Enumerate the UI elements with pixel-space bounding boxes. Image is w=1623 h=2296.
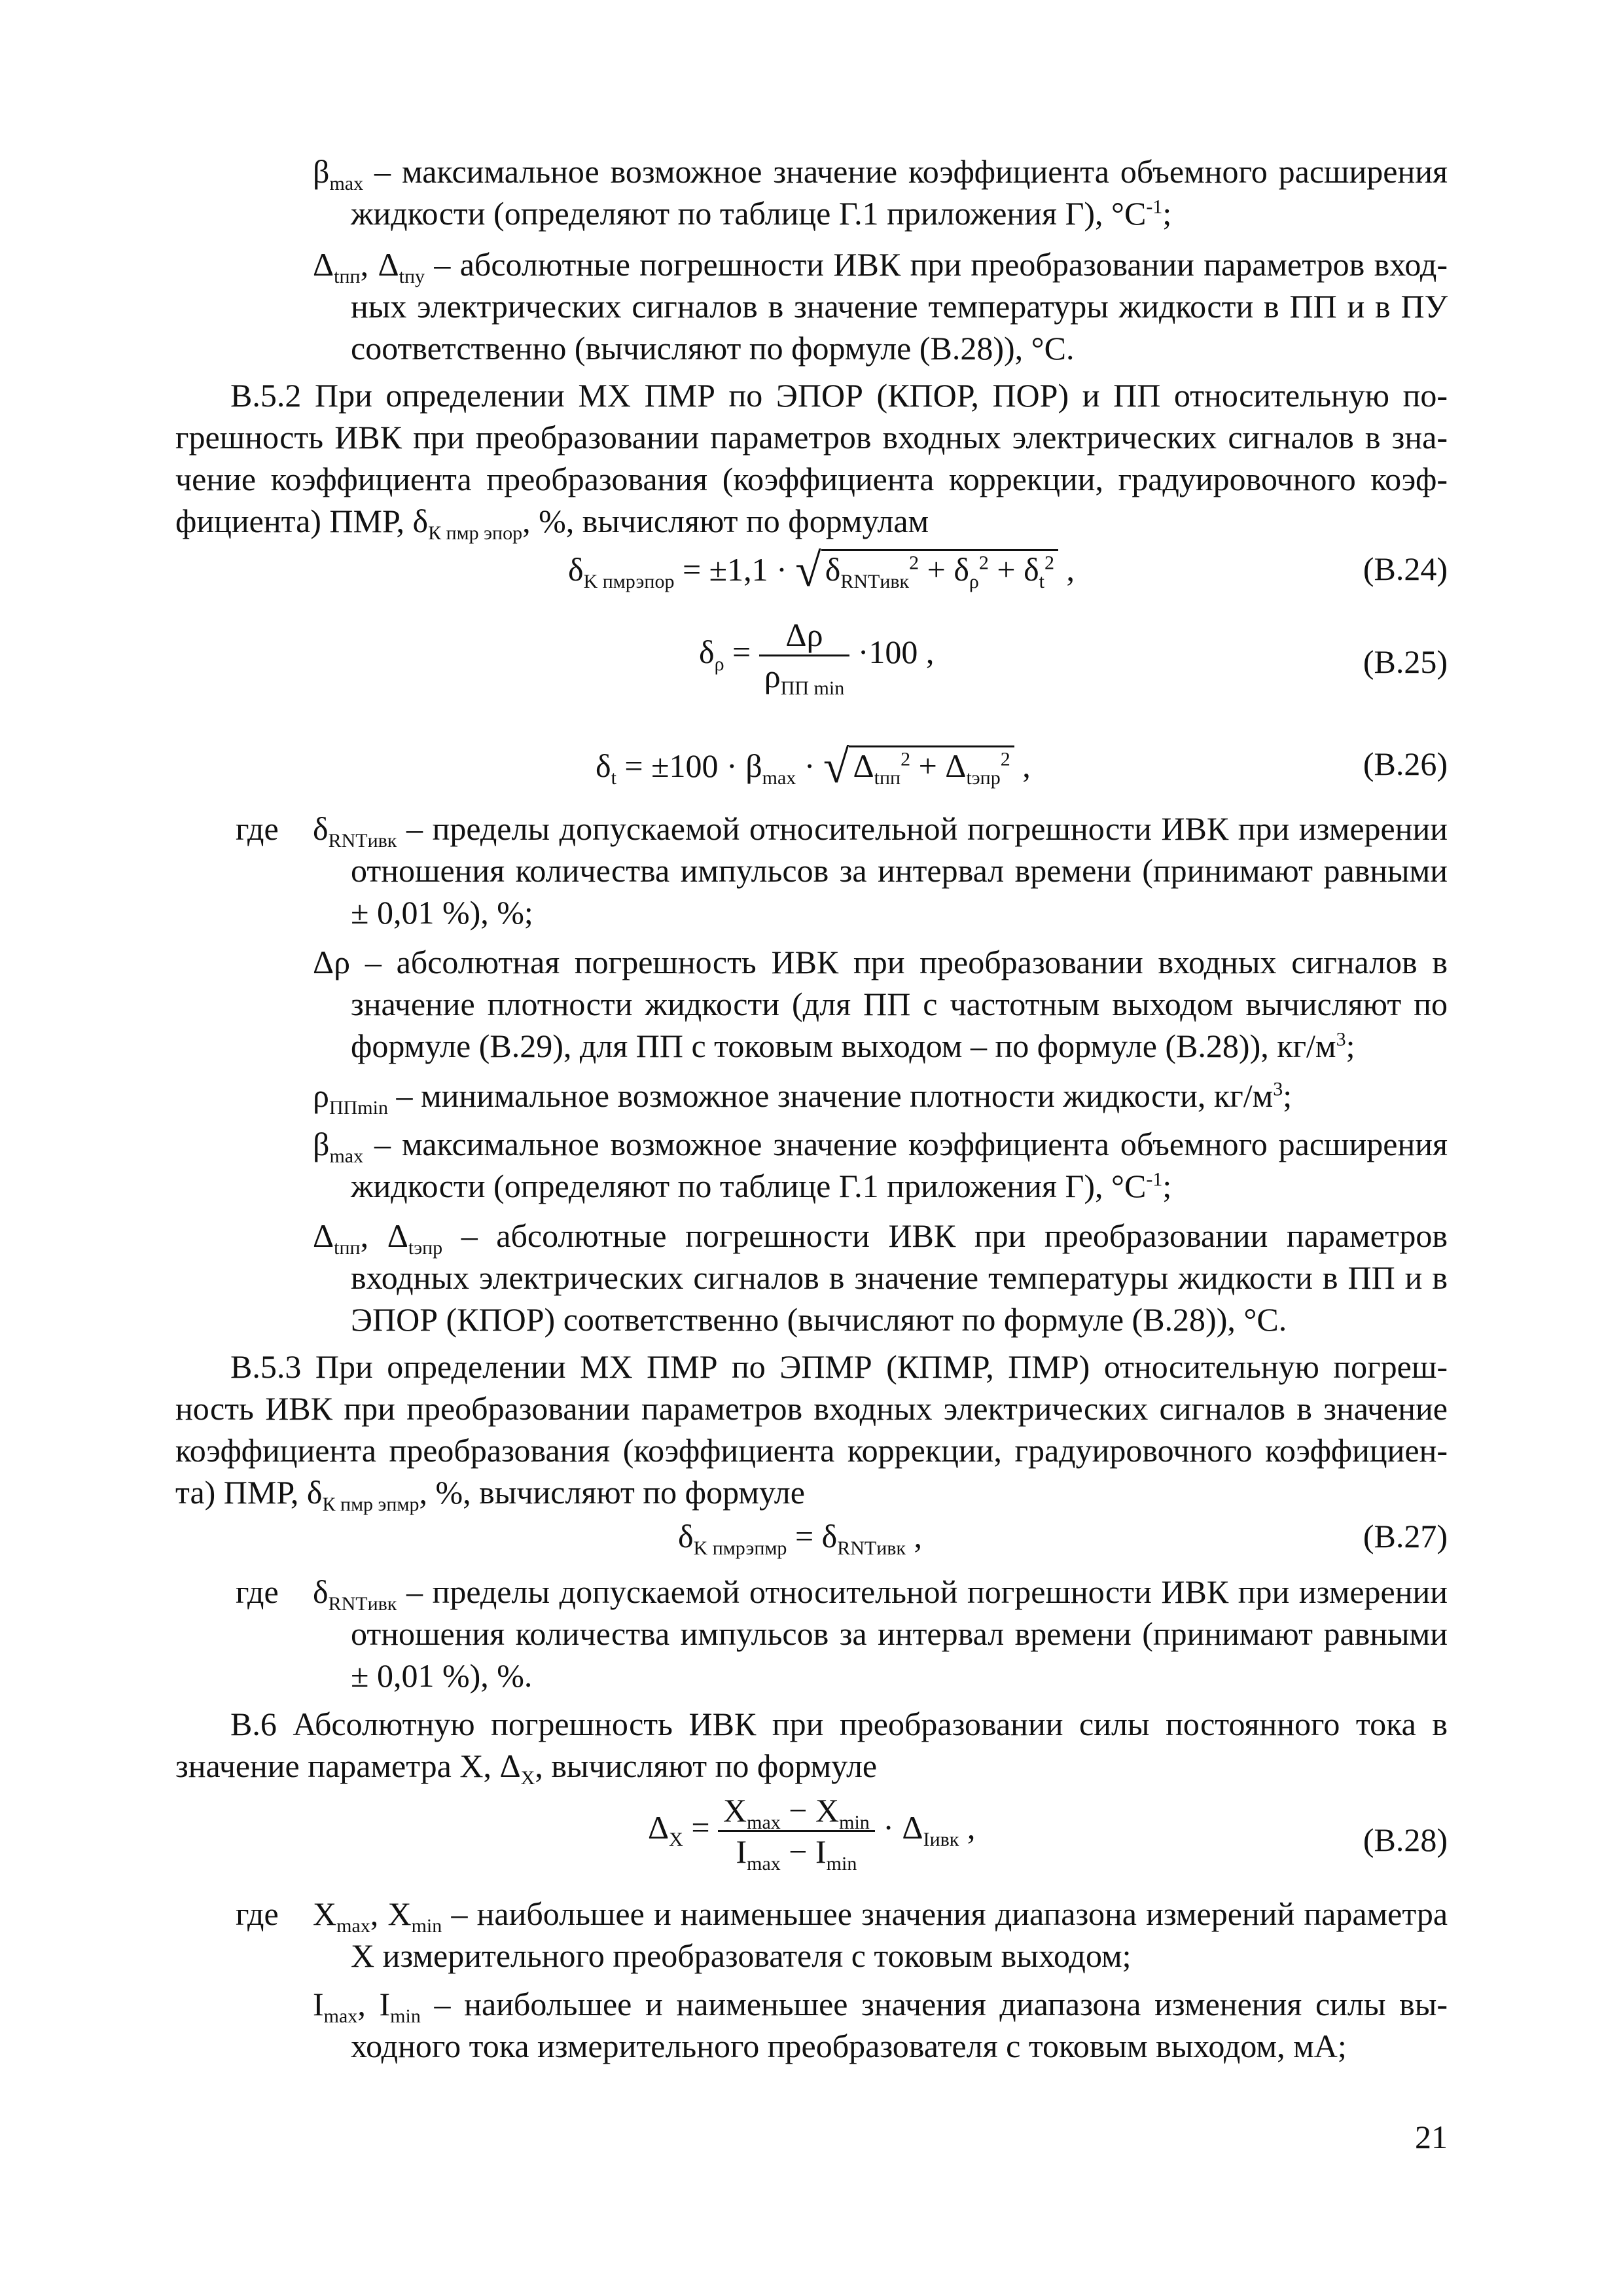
def-rho-min: $\rho_{ППmin}$ – минимальное возможное значение плотности жидкости, $кг/м^3$; [313,1077,1293,1119]
def-rnt-line3: ± 0,01 %), %; [351,894,533,931]
b53-line1: В.5.3 При определении МХ ПМР по ЭПМР (КПМР, ПМР) относительную погреш- [230,1348,1448,1385]
equation-b28: $\Delta_X$ = $\frac{X_{max} - X_{min}}{I_{max} - I_{min}}$ · $\Delta_{Iивк}$ , [648,1792,976,1874]
def-delta-tpp-line3: соответственно (вычисляют по формуле (В.28)), °С. [351,330,1075,367]
def-x-line1: $X_{max}$, $X_{min}$ – наибольшее и наименьшее значения диапазона измерений параметра [313,1895,1448,1937]
equation-number-b26: (В.26) [1363,745,1448,782]
def-rnt-line1: $\delta_{RNTивк}$ – пределы допускаемой относительной погрешности ИВК при измерении [313,810,1448,852]
b52-line2: грешность ИВК при преобразовании параметров входных электрических сигналов в зна- [175,419,1448,456]
page-number: 21 [1415,2119,1448,2155]
b53-line4: та) ПМР, $\delta_{К пмр эпмр}$, %, вычисляют по формуле [175,1474,805,1515]
b52-line3: чение коэффициента преобразования (коэффициента коррекции, градуировочного коэф- [175,461,1448,497]
equation-b27: $\delta_{K пмрэпмр} = \delta_{RNTивк}$ , [678,1518,922,1559]
def-beta-line1: $\beta_{max}$ – максимальное возможное значение коэффициента объемного расширения [313,1126,1448,1167]
b6-line2: значение параметра X, $\Delta_X$, вычисляют по формуле [175,1748,878,1789]
equation-number-b27: (В.27) [1363,1518,1448,1554]
equation-b26: $\delta_t = \pm 100 \cdot \beta_{max}$ · √ $\Delta_{tпп}^2 + \Delta_{tэпр}^2$ , [596,740,1031,793]
def-beta-line2: жидкости (определяют по таблице Г.1 приложения Г), $^\circ С^{-1}$; [351,1168,1172,1204]
equation-b24: $\delta_{K пмрэпор} = \pm 1,1$ · √ $\delta_{RNTивк}^2 + \delta_\rho^2 + \delta_t^2$ , [568,544,1075,596]
def-i-line2: ходного тока измерительного преобразователя с токовым выходом, мА; [351,2028,1347,2064]
where-label-1: где [236,810,279,847]
def-delta-tpp-line1: $\Delta_{tпп}$, $\Delta_{tпу}$ – абсолютные погрешности ИВК при преобразовании параметров вход- [313,246,1448,287]
where-label-3: где [236,1895,279,1932]
def-dt-line3: ЭПОР (КПОР) соответственно (вычисляют по формуле (В.28)), °С. [351,1301,1287,1338]
equation-b25: $\delta_\rho$ = $\frac{\Delta\rho}{\rho_{ПП min}}$ ·100 , [699,617,935,699]
equation-number-b28: (В.28) [1363,1821,1448,1858]
equation-number-b24: (В.24) [1363,550,1448,587]
def-beta-max-line1: $\beta_{max}$ – максимальное возможное значение коэффициента объемного расширения [313,153,1448,194]
def-drho-line3: формуле (В.29), для ПП с токовым выходом – по формуле (В.28)), $кг/м^3$; [351,1028,1355,1064]
def2-rnt-line2: отношения количества импульсов за интервал времени (принимают равными [351,1615,1448,1652]
def-dt-line2: входных электрических сигналов в значение температуры жидкости в ПП и в [351,1259,1448,1296]
def-beta-max-line2: жидкости (определяют по таблице Г.1 приложения Г), $^\circ С^{-1}$; [351,195,1172,232]
def-drho-line2: значение плотности жидкости (для ПП с частотным выходом вычисляют по [351,986,1448,1022]
def2-rnt-line3: ± 0,01 %), %. [351,1657,533,1694]
def-dt-line1: $\Delta_{tпп}$, $\Delta_{tэпр}$ – абсолютные погрешности ИВК при преобразовании параметров [313,1217,1448,1259]
def-i-line1: $I_{max}$, $I_{min}$ – наибольшее и наименьшее значения диапазона изменения силы вы- [313,1986,1448,2027]
b52-line1: В.5.2 При определении МХ ПМР по ЭПОР (КПОР, ПОР) и ПП относительную по- [230,377,1448,414]
def-x-line2: X измерительного преобразователя с токовым выходом; [351,1937,1132,1974]
def-delta-tpp-line2: ных электрических сигналов в значение температуры жидкости в ПП и в ПУ [351,288,1448,325]
where-label-2: где [236,1573,279,1610]
b53-line2: ность ИВК при преобразовании параметров входных электрических сигналов в значение [175,1390,1448,1427]
b6-line1: В.6 Абсолютную погрешность ИВК при преобразовании силы постоянного тока в [230,1706,1448,1742]
equation-number-b25: (В.25) [1363,643,1448,680]
b52-line4: фициента) ПМР, $\delta_{К пмр эпор}$, %, вычисляют по формулам [175,503,929,544]
def-rnt-line2: отношения количества импульсов за интервал времени (принимают равными [351,852,1448,889]
b53-line3: коэффициента преобразования (коэффициента коррекции, градуировочного коэффициен- [175,1432,1448,1469]
def2-rnt-line1: $\delta_{RNTивк}$ – пределы допускаемой относительной погрешности ИВК при измерении [313,1573,1448,1615]
def-drho-line1: Δρ – абсолютная погрешность ИВК при преобразовании входных сигналов в [313,944,1448,980]
